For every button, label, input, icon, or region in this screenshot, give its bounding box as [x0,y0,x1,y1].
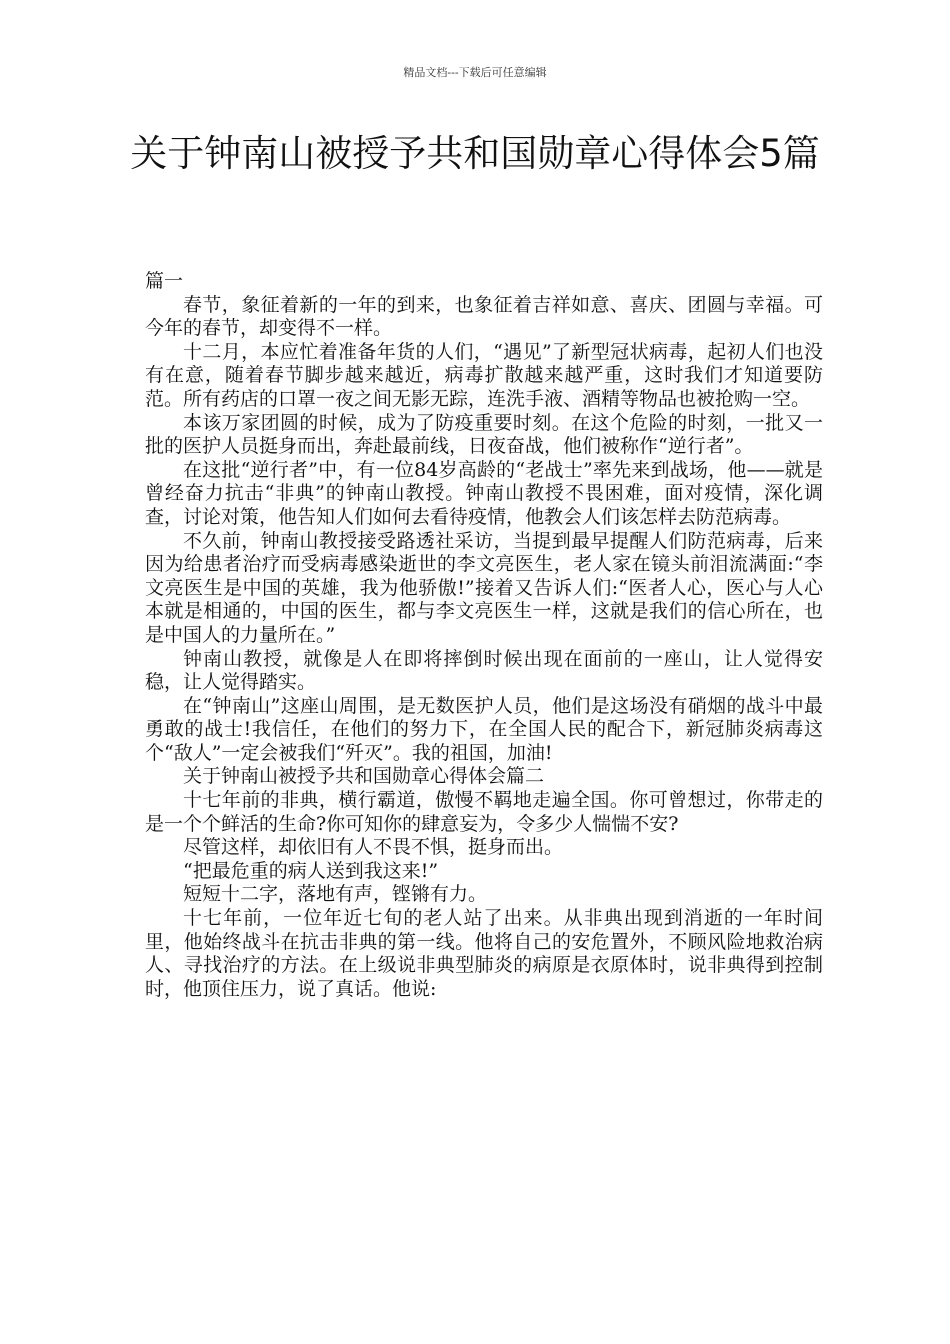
paragraph: 尽管这样，却依旧有人不畏不惧，挺身而出。 [183,836,564,859]
section-label: 篇一 [145,270,184,292]
paragraph: 十二月，本应忙着准备年货的人们，“遇见”了新型冠状病毒，起初人们也没有在意，随着春节脚步越来越近，病毒扩散越来越严重，这时我们才知道要防范。所有药店的口罩一夜之间无影无踪，连洗手液、酒精等物品也被抢购一空。 [145,340,823,410]
paragraph: 在“钟南山”这座山周围，是无数医护人员，他们是这场没有硝烟的战斗中最勇敢的战士!我信任，在他们的努力下，在全国人民的配合下，新冠肺炎病毒这个“敌人”一定会被我们“歼灭”。我的祖国，加油! [145,694,823,764]
paragraph: 钟南山教授，就像是人在即将摔倒时候出现在面前的一座山，让人觉得安稳，让人觉得踏实。 [145,647,823,694]
paragraph: 十七年前的非典，横行霸道，傲慢不羁地走遍全国。你可曾想过，你带走的是一个个鲜活的生命?你可知你的肆意妄为，令多少人惴惴不安? [145,789,823,835]
paragraph: 十七年前，一位年近七旬的老人站了出来。从非典出现到消逝的一年时间里，他始终战斗在抗击非典的第一线。他将自己的安危置外，不顾风险地救治病人、寻找治疗的方法。在上级说非典型肺炎的病原是衣原体时，说非典得到控制时，他顶住压力，说了真话。他说: [145,907,823,1000]
paragraph: 春节，象征着新的一年的到来，也象征着吉祥如意、喜庆、团圆与幸福。可今年的春节，却变得不一样。 [145,293,823,340]
document-body [145,270,823,1001]
paragraph: 本该万家团圆的时候，成为了防疫重要时刻。在这个危险的时刻，一批又一批的医护人员挺身而出，奔赴最前线，日夜奋战，他们被称作“逆行者”。 [145,411,823,458]
paragraph: 短短十二字，落地有声，铿锵有力。 [183,883,488,906]
document-title: 关于钟南山被授予共和国勋章心得体会5篇 [130,132,820,175]
paragraph: “把最危重的病人送到我这来!” [183,859,439,882]
paragraph: 在这批“逆行者”中，有一位84岁高龄的“老战士”率先来到战场，他——就是曾经奋力抗击“非典”的钟南山教授。钟南山教授不畏困难，面对疫情，深化调查，讨论对策，他告知人们如何去看待疫情，他教会人们该怎样去防范病毒。 [145,458,823,528]
paragraph: 不久前，钟南山教授接受路透社采访，当提到最早提醒人们防范病毒，后来因为给患者治疗而受病毒感染逝世的李文亮医生，老人家在镜头前泪流满面:“李文亮医生是中国的英雄，我为他骄傲!”接着又告诉人们:“医者人心，医心与人心本就是相通的，中国的医生，都与李文亮医生一样，这就是我们的信心所在，也是中国人的力量所在。” [145,529,823,646]
header-note: 精品文档---下载后可任意编辑 [403,66,547,79]
section-heading: 关于钟南山被授予共和国勋章心得体会篇二 [183,765,545,788]
